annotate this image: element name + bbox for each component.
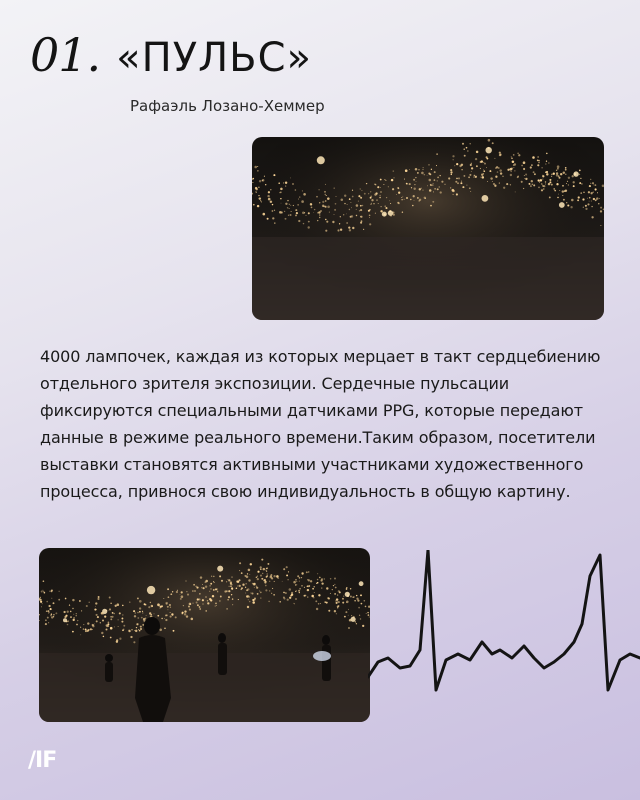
artist-name: Рафаэль Лозано-Хеммер	[130, 97, 325, 115]
brand-logo: /IF	[28, 748, 57, 773]
item-number: 01.	[30, 28, 101, 82]
page-title	[30, 28, 312, 82]
artwork-description: 4000 лампочек, каждая из которых мерцает в такт сердцебиению отдельного зрителя экспозиции. Сердечные пульсации фиксируются специальными датчиками PPG, которые передают данные в режиме реального времени.Таким образом, посетители выставки становятся активными участниками художественного процесса, привнося свою индивидуальность в общую картину.	[40, 347, 601, 501]
installation-visitors-photo	[39, 548, 370, 722]
artwork-title: «ПУЛЬС»	[116, 35, 313, 81]
installation-hall-photo	[252, 137, 604, 320]
heartbeat-line	[368, 550, 640, 700]
